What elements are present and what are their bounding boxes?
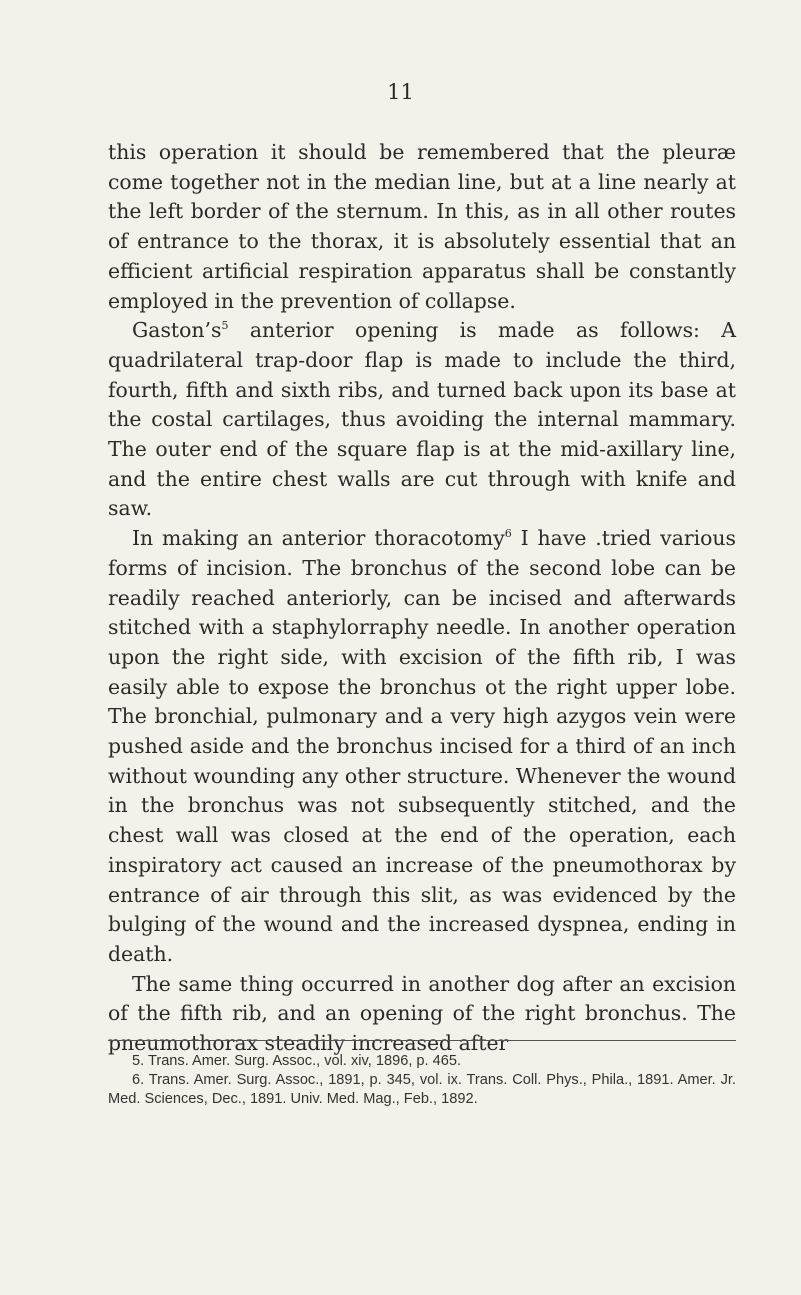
- paragraph-3-rest: I have .tried various forms of incision. The bronchus of the second lobe can be readily reached anteriorly, can be incised and afterwards stitched with a staphylorraphy needle. In another operation upon the right side, with excision of the fifth rib, I was easily able to expose the bronchus ot the right upper lobe. The bronchial, pulmonary and a very high azygos vein were pushed aside and the bronchus incised for a third of an inch without wounding any other structure. Whenever the wound in the bronchus was not subsequently stitched, and the chest wall was closed at the end of the operation, each inspiratory act caused an increase of the pneumothorax by entrance of air through this slit, as was evidenced by the bulging of the wound and the increased dyspnea, ending in death.: [108, 526, 736, 966]
- footnote-divider: [108, 1040, 736, 1041]
- footnote-ref-6: 6: [504, 527, 512, 541]
- footnote-5: 5. Trans. Amer. Surg. Assoc., vol. xiv, 1896, p. 465.: [132, 1053, 462, 1069]
- page-number: 11: [387, 80, 414, 104]
- footnote-ref-5: 5: [221, 319, 229, 333]
- paragraph-2-rest: anterior opening is made as follows: A quadrilateral trap-door flap is made to include the third, fourth, fifth and sixth ribs, and turned back upon its base at the costal cartilages, thus avoiding the internal mammary. The outer end of the square flap is at the mid-axillary line, and the entire chest walls are cut through with knife and saw.: [108, 318, 736, 521]
- paragraph-3: [108, 524, 736, 970]
- paragraph-2-start: Gaston’s: [132, 318, 222, 343]
- paragraph-2: [108, 316, 736, 524]
- paragraph-4: The same thing occurred in another dog after an excision of the fifth rib, and an opening of the right bronchus. The pneumothorax steadily increased after: [108, 971, 736, 1056]
- paragraph-1: this operation it should be remembered that the pleuræ come together not in the median line, but at a line nearly at the left border of the sternum. In this, as in all other routes of entrance to the thorax, it is absolutely essential that an efficient artificial respiration apparatus shall be constantly employed in the prevention of collapse.: [108, 140, 736, 313]
- footnote-6: 6. Trans. Amer. Surg. Assoc., 1891, p. 345, vol. ix. Trans. Coll. Phys., Phila., 1891. Amer. Jr. Med. Sciences, Dec., 1891. Univ. Med. Mag., Feb., 1892.: [108, 1072, 736, 1107]
- paragraph-3-start: In making an anterior thoracotomy: [132, 526, 505, 551]
- footnotes: [108, 1052, 736, 1109]
- body-text: [108, 138, 736, 1059]
